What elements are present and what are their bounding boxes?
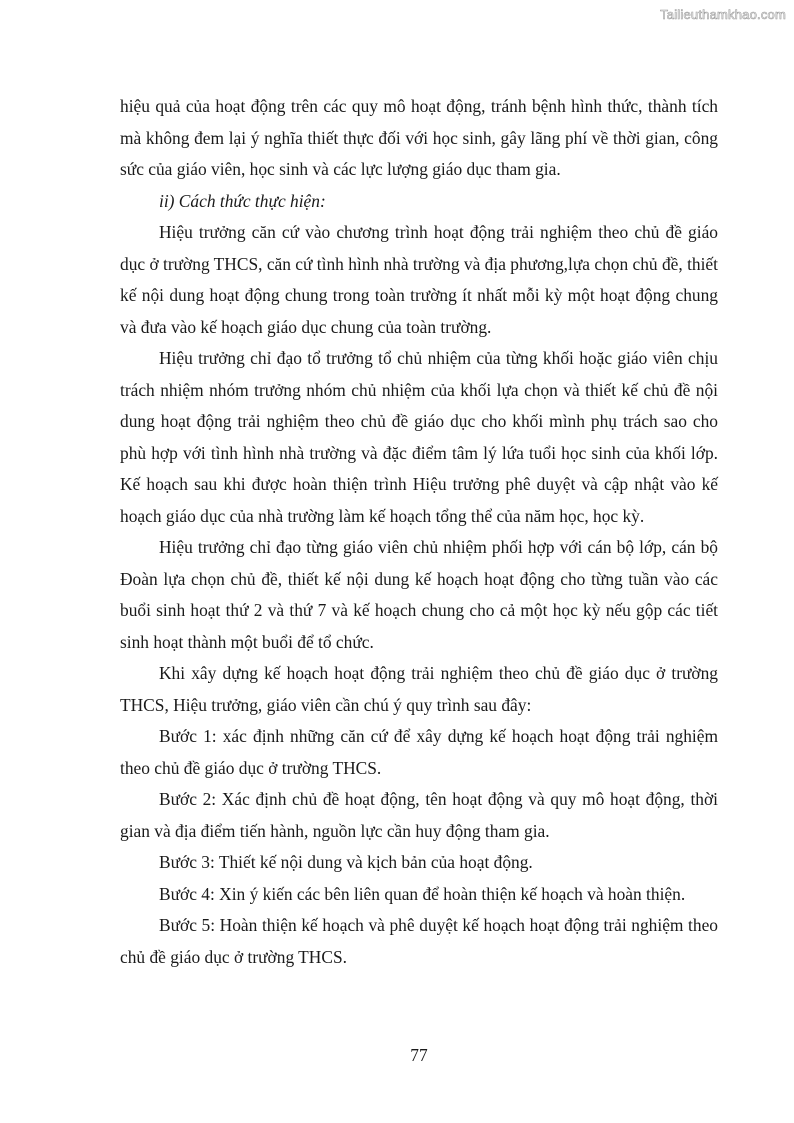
step-paragraph: Bước 1: xác định những căn cứ để xây dựng kế hoạch hoạt động trải nghiệm theo chủ đề giáo dục ở trường THCS.: [120, 726, 718, 778]
step-paragraph: Bước 4: Xin ý kiến các bên liên quan để hoàn thiện kế hoạch và hoàn thiện.: [159, 883, 686, 904]
paragraph: Hiệu trưởng căn cứ vào chương trình hoạt động trải nghiệm theo chủ đề giáo dục ở trường THCS, căn cứ tình hình nhà trường và địa phương,lựa chọn chủ đề, thiết kế nội dung hoạt động chung trong toàn trường ít nhất mỗi kỳ một hoạt động chung và đưa vào kế hoạch giáo dục chung của toàn trường.: [120, 222, 718, 337]
step-paragraph: Bước 5: Hoàn thiện kế hoạch và phê duyệt kế hoạch hoạt động trải nghiệm theo chủ đề giáo dục ở trường THCS.: [120, 915, 718, 967]
paragraph: Hiệu trưởng chỉ đạo từng giáo viên chủ nhiệm phối hợp với cán bộ lớp, cán bộ Đoàn lựa chọn chủ đề, thiết kế nội dung kế hoạch hoạt động cho từng tuần vào các buổi sinh hoạt thứ 2 và thứ 7 và kế hoạch chung cho cả một học kỳ nếu gộp các tiết sinh hoạt thành một buổi để tổ chức.: [120, 537, 718, 652]
watermark: Tailieuthamkhao.com: [660, 7, 786, 22]
page-number: 77: [410, 1045, 428, 1065]
paragraph: Hiệu trưởng chỉ đạo tổ trưởng tổ chủ nhiệm của từng khối hoặc giáo viên chịu trách nhiệm nhóm trưởng nhóm chủ nhiệm của khối lựa chọn và thiết kế chủ đề nội dung hoạt động trải nghiệm theo chủ đề giáo dục cho khối mình phụ trách sao cho phù hợp với tình hình nhà trường và đặc điểm tâm lý lứa tuổi học sinh của khối lớp. Kế hoạch sau khi được hoàn thiện trình Hiệu trưởng phê duyệt và cập nhật vào kế hoạch giáo dục của nhà trường làm kế hoạch tổng thể của năm học, học kỳ.: [120, 348, 718, 526]
step-paragraph: Bước 2: Xác định chủ đề hoạt động, tên hoạt động và quy mô hoạt động, thời gian và địa điểm tiến hành, nguồn lực cần huy động tham gia.: [120, 789, 718, 841]
step-paragraph: Bước 3: Thiết kế nội dung và kịch bản của hoạt động.: [159, 852, 533, 872]
paragraph: Khi xây dựng kế hoạch hoạt động trải nghiệm theo chủ đề giáo dục ở trường THCS, Hiệu trưởng, giáo viên cần chú ý quy trình sau đây:: [120, 663, 718, 715]
subheading-implementation: ii) Cách thức thực hiện:: [159, 190, 326, 211]
paragraph-continuation: hiệu quả của hoạt động trên các quy mô hoạt động, tránh bệnh hình thức, thành tích mà không đem lại ý nghĩa thiết thực đối với học sinh, gây lãng phí về thời gian, công sức của giáo viên, học sinh và các lực lượng giáo dục tham gia.: [120, 96, 718, 179]
document-body: [120, 91, 718, 973]
